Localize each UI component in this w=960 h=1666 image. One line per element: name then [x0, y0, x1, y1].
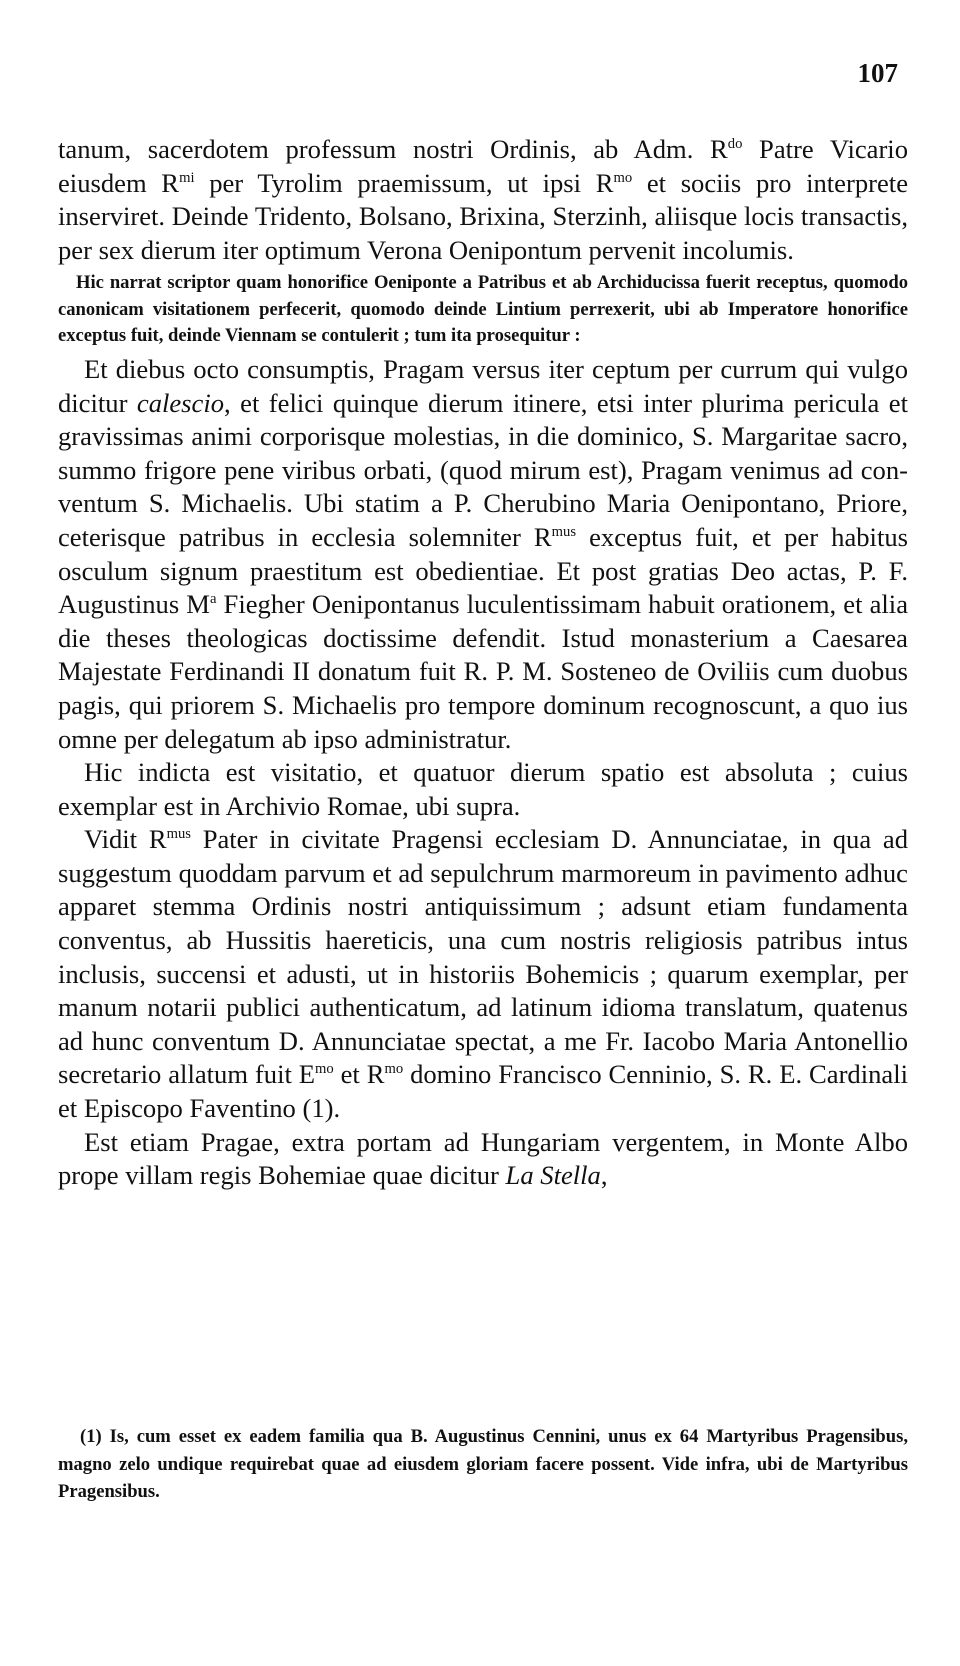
paragraph-continuation: tanum, sacerdotem professum nostri Ordinis, ab Adm. $R^{do}$ Patre Vicario eiusdem $R^{mi}$ per Tyrolim praemissum, ut ipsi $R^{mo}$ et sociis pro interprete inserviret. Deinde Tridento, Bolsano, Brixina, Sterzinh, aliisque locis transactis, per sex dierum iter optimum Verona Oenipontum pervenit incolumis. [58, 134, 908, 265]
editor-summary: Hic narrat scriptor quam honorifice Oeniponte a Patribus et ab Archiducissa fuerit receptus, quomodo canonicam visitationem perfecerit, quomodo deinde Lintium perrexerit, ubi ab Imperatore honorifice exceptus fuit, deinde Viennam se contulerit ; tum ita prosequitur : [58, 272, 908, 346]
paragraph-prague-journey: Et diebus octo consumptis, Pragam versus iter ceptum per currum qui vulgo dicitur calescio, et felici quinque dierum itinere, etsi inter plurima pericula et gravissimas animi corporisque molestias, in die dominico, S. Margaritae sacro, summo frigore pene viribus orbati, (quod mirum est), Pragam venimus ad conventum S. Michaelis. Ubi statim a P. Cherubino Maria Oenipontano, Priore, ceterisque patribus in ecclesia solemniter $R^{mus}$ exceptus fuit, et per habitus osculum signum praestitum est obedientiae. Et post gratias Deo actas, P. F. Augustinus $M^a$ Fiegher Oenipontanus luculentissimam habuit orationem, et alia die theses theologicas doctissime defendit. Istud monasterium a Caesarea Majestate Ferdinandi II donatum fuit R. P. M. Sosteneo de Oviliis cum duobus pagis, qui priorem S. Michaelis pro tempore dominum recognoscunt, a quo ius omne per delegatum ab ipso administratur. [58, 353, 908, 754]
page-number: 107 [857, 58, 898, 88]
paragraph-annunciata: Vidit $R^{mus}$ Pater in civitate Pragensi ecclesiam D. Annunciatae, in qua ad suggestum quoddam parvum et ad sepulchrum marmoreum in pavimento adhuc apparet stemma Ordinis nostri antiquissimum ; adsunt etiam fundamenta conventus, ab Hussitis haereticis, una cum nostris religiosis patribus intus inclusis, succensi et adusti, ut in historiis Bohemicis ; quarum exemplar, per manum notarii publici authenticatum, ad latinum idioma translatum, quatenus ad hunc conventum D. Annunciatae spectat, a me Fr. Iacobo Maria Antonellio secretario allatum fuit $E^{mo}$ et $R^{mo}$ domino Francisco Cenninio, S. R. E. Cardinali et Episcopo Faventino (1). [58, 824, 908, 1124]
footnote: (1) Is, cum esset ex eadem familia qua B. Augustinus Cennini, unus ex 64 Martyribus Pragensibus, magno zelo undique requirebat quae ad eiusdem gloriam facere possent. Vide infra, ubi de Martyribus Pragensibus. [58, 1426, 908, 1502]
paragraph-monte-albo: Est etiam Pragae, extra portam ad Hungariam vergentem, in Monte Albo prope villam regis Bohemiae quae dicitur La Stella, [58, 1126, 908, 1191]
paragraph-visitation: Hic indicta est visitatio, et quatuor dierum spatio est absoluta ; cuius exemplar est in Archivio Romae, ubi supra. [58, 757, 908, 821]
body-text [58, 133, 908, 1193]
